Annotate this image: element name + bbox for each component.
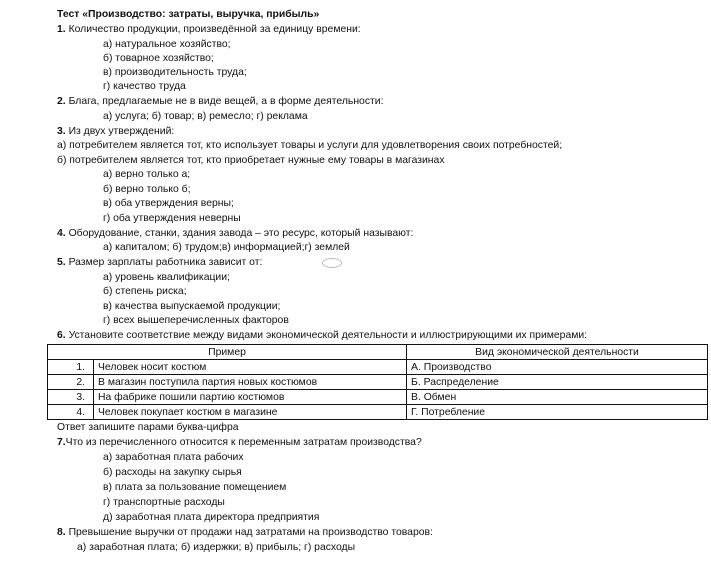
row-example: На фабрике пошили партию костюмов <box>94 390 407 405</box>
table-header-row <box>48 345 708 360</box>
option: а) заработная плата рабочих <box>103 452 244 463</box>
question-7 <box>57 436 422 450</box>
option: в) качества выпускаемой продукции; <box>103 301 281 312</box>
table-row <box>48 375 708 390</box>
question-number: 6. <box>57 330 66 341</box>
option: а) уровень квалификации; <box>103 272 230 283</box>
question-1 <box>57 23 361 37</box>
pen-mark <box>322 258 342 268</box>
option: в) оба утверждения верны; <box>103 198 234 209</box>
option: д) заработная плата директора предприятия <box>103 512 320 523</box>
column-header-example: Пример <box>48 345 407 360</box>
row-example: В магазин поступила партия новых костюмов <box>94 375 407 390</box>
matching-table <box>47 344 708 420</box>
option: б) степень риска; <box>103 286 187 297</box>
question-6 <box>57 329 587 343</box>
question-4 <box>57 227 413 241</box>
options-line: а) капиталом; б) трудом;в) информацией;г) землей <box>103 242 350 253</box>
question-number: 5. <box>57 257 66 268</box>
option: б) расходы на закупку сырья <box>103 467 242 478</box>
statement-b: б) потребителем является тот, кто приобретает нужные ему товары в магазинах <box>57 155 445 166</box>
option: г) оба утверждения неверны <box>103 213 241 224</box>
question-3 <box>57 125 174 139</box>
question-number: 8. <box>57 527 66 538</box>
table-row <box>48 405 708 420</box>
test-title: Тест «Производство: затраты, выручка, прибыль» <box>57 9 320 20</box>
question-8 <box>57 526 433 540</box>
question-text: Из двух утверждений: <box>68 126 175 137</box>
question-number: 4. <box>57 228 66 239</box>
row-number: 4. <box>48 405 94 420</box>
statement-a: а) потребителем является тот, кто использует товары и услуги для удовлетворения своих потребностей; <box>57 140 563 151</box>
column-header-kind: Вид экономической деятельности <box>407 345 708 360</box>
question-text: Блага, предлагаемые не в виде вещей, а в форме деятельности: <box>68 96 384 107</box>
question-text: Оборудование, станки, здания завода – это ресурс, который называют: <box>68 228 414 239</box>
row-kind: В. Обмен <box>407 390 708 405</box>
question-text: Превышение выручки от продажи над затратами на производство товаров: <box>68 527 433 538</box>
option: б) товарное хозяйство; <box>103 53 214 64</box>
question-5 <box>57 256 262 270</box>
question-number: 1. <box>57 24 66 35</box>
option: г) транспортные расходы <box>103 497 225 508</box>
option: г) всех вышеперечисленных факторов <box>103 315 289 326</box>
row-kind: А. Производство <box>407 360 708 375</box>
row-example: Человек покупает костюм в магазине <box>94 405 407 420</box>
option: г) качество труда <box>103 81 186 92</box>
question-number: 3. <box>57 126 66 137</box>
question-number: 2. <box>57 96 66 107</box>
option: а) натуральное хозяйство; <box>103 39 231 50</box>
row-number: 3. <box>48 390 94 405</box>
option: б) верно только б; <box>103 184 191 195</box>
options-line: а) заработная плата; б) издержки; в) прибыль; г) расходы <box>77 542 356 553</box>
options-line: а) услуга; б) товар; в) ремесло; г) реклама <box>103 111 308 122</box>
question-text: Количество продукции, произведённой за единицу времени: <box>68 24 361 35</box>
question-text: Что из перечисленного относится к переменным затратам производства? <box>65 437 422 448</box>
row-kind: Б. Распределение <box>407 375 708 390</box>
question-number: 7. <box>57 437 66 448</box>
question-text: Размер зарплаты работника зависит от: <box>68 257 263 268</box>
row-kind: Г. Потребление <box>407 405 708 420</box>
option: а) верно только а; <box>103 169 191 180</box>
table-row <box>48 390 708 405</box>
row-number: 1. <box>48 360 94 375</box>
row-number: 2. <box>48 375 94 390</box>
option: в) производительность труда; <box>103 67 247 78</box>
answer-note: Ответ запишите парами буква-цифра <box>57 422 239 433</box>
option: в) плата за пользование помещением <box>103 482 287 493</box>
table-row <box>48 360 708 375</box>
row-example: Человек носит костюм <box>94 360 407 375</box>
question-2 <box>57 95 383 109</box>
question-text: Установите соответствие между видами экономической деятельности и иллюстрирующими их примерами: <box>68 330 588 341</box>
